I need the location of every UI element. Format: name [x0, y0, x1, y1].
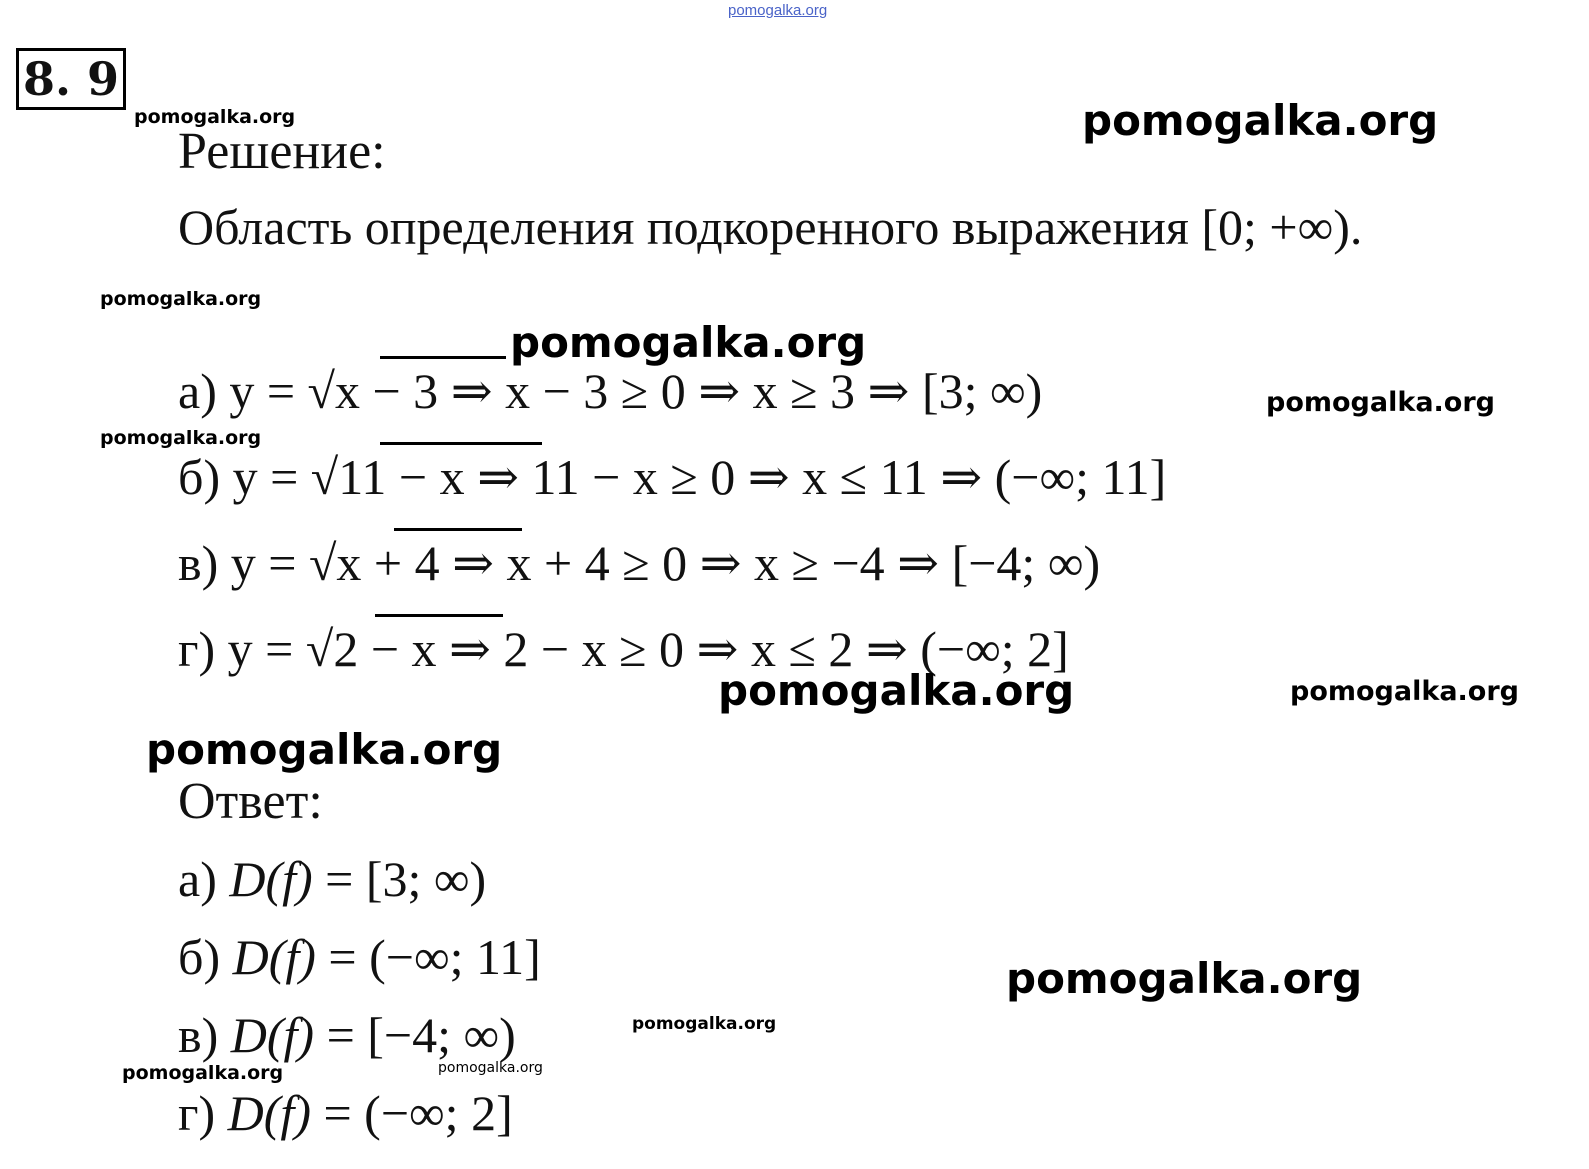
answer-a-label: а): [178, 851, 230, 907]
domain-statement: Область определения подкоренного выражения [0; +∞).: [178, 199, 1363, 255]
watermark-7: pomogalka.org: [718, 666, 1075, 715]
line-b-radicand: 11 − x: [338, 449, 465, 505]
watermark-12: pomogalka.org: [122, 1062, 284, 1084]
answer-title: Ответ:: [178, 773, 323, 830]
solution-line-a: [178, 362, 1042, 420]
line-g-label: г) y = √: [178, 621, 334, 677]
sqrt-bar-a: [380, 356, 506, 359]
answer-item-v: [178, 1006, 516, 1064]
site-link-top[interactable]: pomogalka.org: [728, 2, 828, 19]
watermark-5: pomogalka.org: [1266, 387, 1495, 418]
answer-a-expr: D(f): [229, 851, 313, 907]
sqrt-bar-v: [394, 528, 522, 531]
answer-item-g: [178, 1084, 513, 1142]
watermark-3: pomogalka.org: [100, 288, 262, 310]
answer-item-a: [178, 850, 486, 908]
answer-g-label: г): [178, 1085, 228, 1141]
solution-line-v: [178, 534, 1100, 592]
line-v-radicand: x + 4: [336, 535, 440, 591]
answer-b-label: б): [178, 929, 233, 985]
answer-g-expr: D(f): [227, 1085, 311, 1141]
solution-title: Решение:: [178, 123, 386, 180]
watermark-6: pomogalka.org: [100, 427, 262, 449]
answer-item-b: [178, 928, 541, 986]
answer-v-value: = [−4; ∞): [314, 1007, 516, 1063]
sqrt-bar-g: [375, 614, 503, 617]
problem-number-box: [16, 48, 126, 110]
line-a-label: а) y = √: [178, 363, 335, 419]
watermark-2: pomogalka.org: [1082, 96, 1439, 145]
line-a-rest: ⇒ x − 3 ≥ 0 ⇒ x ≥ 3 ⇒ [3; ∞): [438, 363, 1043, 419]
line-b-label: б) y = √: [178, 449, 339, 505]
watermark-4: pomogalka.org: [510, 318, 867, 367]
line-v-rest: ⇒ x + 4 ≥ 0 ⇒ x ≥ −4 ⇒ [−4; ∞): [439, 535, 1101, 591]
watermark-9: pomogalka.org: [146, 725, 503, 774]
problem-number: 8. 9: [22, 52, 120, 106]
line-v-label: в) y = √: [178, 535, 337, 591]
watermark-11: pomogalka.org: [632, 1014, 777, 1034]
watermark-10: pomogalka.org: [1006, 954, 1363, 1003]
answer-b-value: = (−∞; 11]: [315, 929, 541, 985]
watermark-1: pomogalka.org: [134, 106, 296, 128]
line-b-rest: ⇒ 11 − x ≥ 0 ⇒ x ≤ 11 ⇒ (−∞; 11]: [464, 449, 1167, 505]
solution-line-b: [178, 448, 1166, 506]
answer-g-value: = (−∞; 2]: [310, 1085, 513, 1141]
line-g-rest: ⇒ 2 − x ≥ 0 ⇒ x ≤ 2 ⇒ (−∞; 2]: [436, 621, 1069, 677]
sqrt-bar-b: [380, 442, 542, 445]
watermark-13: pomogalka.org: [438, 1060, 543, 1076]
line-a-radicand: x − 3: [334, 363, 439, 419]
watermark-8: pomogalka.org: [1290, 676, 1519, 707]
answer-v-label: в): [178, 1007, 231, 1063]
answer-v-expr: D(f): [230, 1007, 315, 1063]
answer-a-value: = [3; ∞): [312, 851, 487, 907]
answer-b-expr: D(f): [232, 929, 316, 985]
line-g-radicand: 2 − x: [333, 621, 437, 677]
